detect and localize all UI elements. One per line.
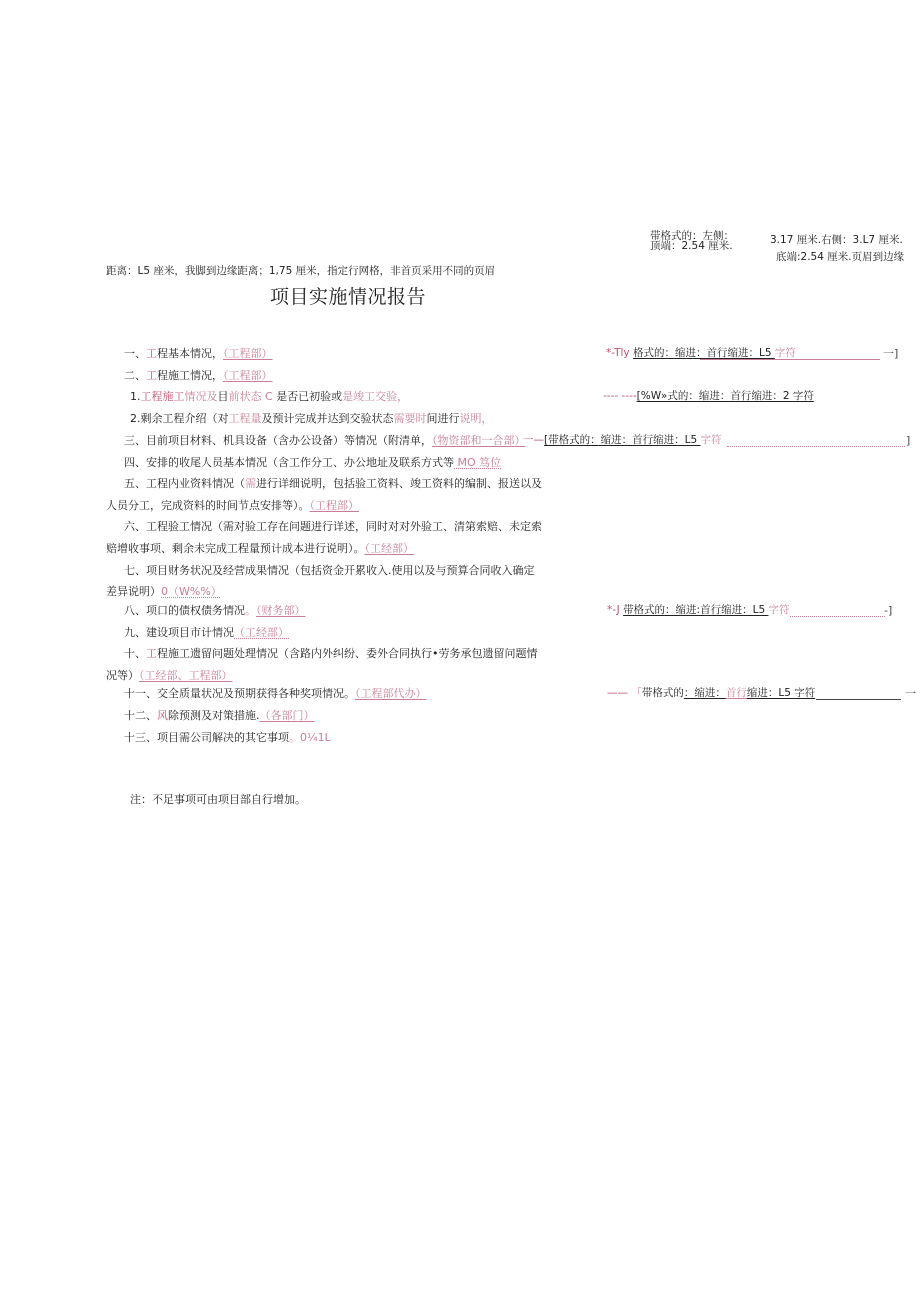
dept-tag: （工经部） bbox=[364, 542, 414, 555]
item-2-sub-1 bbox=[130, 391, 408, 402]
comment-connector-line bbox=[790, 616, 885, 617]
item-text: 十一、交全质量状况及预期获得各种奖项情况。 bbox=[124, 687, 355, 700]
item-red-char: 工 bbox=[146, 647, 157, 660]
revision-text: 说明， bbox=[459, 412, 493, 425]
comment-connector-line bbox=[727, 446, 905, 447]
revision-text: 需要时 bbox=[393, 412, 427, 425]
comment-red-text: 字符 bbox=[700, 434, 722, 446]
footnote: 注：不足事项可由项目部自行增加。 bbox=[130, 793, 306, 806]
item-text: 八、项口的债权债务情况 bbox=[124, 604, 245, 617]
item-6-line-2 bbox=[106, 543, 414, 554]
item-text: 进行详细说明，包括验工资料、竣工资料的编制、报送以及 bbox=[256, 477, 542, 490]
revision-text: 是竣工交验， bbox=[342, 390, 409, 403]
comment-red-text: 首行 bbox=[725, 687, 747, 699]
item-red-char: 工 bbox=[146, 347, 157, 360]
item-text: 三、目前项目材料、机具设备（含办公设备）等情况（附清单， bbox=[124, 434, 432, 447]
item-text: 五、工程内业资料情况（ bbox=[124, 477, 245, 490]
item-4 bbox=[124, 457, 501, 468]
item-prefix: 二、 bbox=[124, 369, 146, 382]
page-title: 项目实施情况报告 bbox=[270, 286, 427, 308]
item-text: 2.剩余工程介绍（对 bbox=[130, 412, 229, 425]
item-9 bbox=[124, 627, 289, 638]
dept-tag: （各部门） bbox=[259, 709, 315, 722]
item-7-line-1: 七、项目财务状况及经营成果情况（包括资金开累收入.使用以及与预算合同收入确定 bbox=[124, 564, 535, 577]
item-5-line-2 bbox=[106, 500, 359, 511]
item-text: 程基本情况， bbox=[157, 347, 223, 360]
comment-label: 带格式的 bbox=[641, 687, 684, 699]
comment-leader: —— 「 bbox=[607, 687, 642, 699]
dept-tag: （工程部代办） bbox=[355, 687, 427, 700]
revision-text: 需 bbox=[245, 477, 256, 490]
format-comment-3[interactable] bbox=[523, 435, 721, 446]
item-8 bbox=[124, 605, 306, 616]
item-6-line-1: 六、工程验工情况（需对验工存在问题进行详述，同时对对外验工、清第索赔、未定索 bbox=[124, 520, 542, 533]
item-12 bbox=[124, 710, 315, 721]
comment-label: [%W»式的：缩进：首行缩进：2 字符 bbox=[636, 390, 814, 402]
dept-tag: （工经部、工程部） bbox=[139, 669, 233, 682]
item-2 bbox=[124, 370, 273, 381]
item-text: 人员分工，完成资料的时间节点安排等）。 bbox=[106, 499, 310, 512]
format-note-right-line1: 3.17 厘米.右侧：3.L7 厘米. bbox=[770, 234, 903, 246]
dept-tag: （财务部） bbox=[256, 604, 306, 617]
dept-tag: 0（W%%） bbox=[161, 585, 222, 598]
item-text: 及预计完成并达到交验状态 bbox=[261, 412, 394, 425]
comment-bracket: 一] bbox=[883, 347, 899, 360]
format-note-right-line2: 底端:2.54 厘米.页眉到边缘 bbox=[776, 251, 905, 263]
dept-tag: （工程部） bbox=[223, 369, 273, 382]
item-text: 除预测及对策措施. bbox=[168, 709, 260, 722]
item-5-line-1 bbox=[124, 478, 542, 489]
dept-tag: （物资部和一合部） bbox=[432, 434, 526, 447]
item-7-line-2 bbox=[106, 586, 222, 597]
comment-bracket: 一 bbox=[905, 687, 916, 700]
format-comment-5[interactable] bbox=[607, 688, 815, 699]
comment-label: 缩进：L5 字符 bbox=[746, 687, 816, 699]
item-text: 四、安排的收尾人员基本情况（含工作分工、办公地址及联系方式等 bbox=[124, 456, 454, 469]
revision-text: 。 bbox=[245, 604, 256, 617]
item-3 bbox=[124, 435, 526, 446]
item-text: 十三、项目需公司解决的其它事项 bbox=[124, 731, 289, 744]
comment-leader: *-Tly bbox=[606, 347, 633, 359]
comment-label: ：缩进： bbox=[683, 687, 726, 699]
item-text: 九、建设项目市计情况 bbox=[124, 626, 234, 639]
comment-label: [带格式的：缩进：首行缩进：L5 bbox=[544, 434, 701, 446]
comment-connector-line bbox=[816, 699, 901, 700]
dept-tag: 。0¼1L bbox=[289, 731, 331, 744]
comment-leader: *-J bbox=[607, 604, 624, 616]
item-red-char: 风 bbox=[157, 709, 168, 722]
comment-connector-line bbox=[700, 359, 880, 360]
comment-label: 带格式的：缩进:首行缩进：L5 bbox=[623, 604, 769, 616]
dept-tag: （工经部） bbox=[234, 626, 289, 639]
item-11 bbox=[124, 688, 427, 699]
item-text: 赔增收事项、剩余未完成工程量预计成本进行说明）。 bbox=[106, 542, 365, 555]
item-text: 间进行 bbox=[426, 412, 460, 425]
dept-tag: MO 笃位 bbox=[454, 456, 502, 469]
item-text: 程施工情况， bbox=[157, 369, 223, 382]
sub-number: 1. bbox=[130, 390, 141, 403]
comment-leader: ---- ---- bbox=[603, 390, 637, 402]
item-13 bbox=[124, 732, 331, 743]
item-text: 程施工遗留问题处理情况（含路内外纠纷、委外合同执行•劳务承包遗留问题情 bbox=[157, 647, 538, 660]
item-10-line-2 bbox=[106, 670, 233, 681]
comment-leader: 一— bbox=[523, 434, 544, 446]
dept-tag: （工程部） bbox=[223, 347, 273, 360]
item-2-sub-2 bbox=[130, 413, 493, 424]
item-red-char: 工 bbox=[146, 369, 157, 382]
comment-label: 格式的：缩进：首行缩进：L5 bbox=[632, 347, 775, 359]
dept-tag: （工程部） bbox=[309, 499, 359, 512]
comment-red-text: 字符 bbox=[774, 347, 796, 359]
revision-text: 工程量 bbox=[228, 412, 262, 425]
comment-bracket: ] bbox=[906, 434, 911, 447]
item-1 bbox=[124, 348, 273, 359]
revision-text: 前状态 C bbox=[228, 390, 277, 403]
item-text: 是否已初验或 bbox=[276, 390, 343, 403]
item-text: 差异说明） bbox=[106, 585, 161, 598]
revision-text: 工程施工 bbox=[140, 390, 185, 403]
format-note-line3: 距离：L5 座米，我脚到边缘距离；1,75 厘米，指定行网格，非首页采用不同的页眉 bbox=[106, 265, 496, 277]
item-prefix: 十、 bbox=[124, 647, 146, 660]
item-text: 目 bbox=[217, 390, 229, 403]
revision-text: 情况及 bbox=[184, 390, 218, 403]
comment-bracket: -] bbox=[884, 604, 893, 617]
format-comment-1[interactable] bbox=[606, 348, 796, 359]
format-note-left-line1: 带格式的：左侧： bbox=[650, 230, 734, 242]
item-prefix: 一、 bbox=[124, 347, 146, 360]
item-prefix: 十二、 bbox=[124, 709, 157, 722]
comment-red-text: 字符 bbox=[768, 604, 790, 616]
item-10-line-1 bbox=[124, 648, 538, 659]
format-comment-2[interactable] bbox=[603, 391, 814, 402]
format-comment-4[interactable] bbox=[607, 605, 789, 616]
item-text: 况等） bbox=[106, 669, 139, 682]
format-note-left-line2: 顶端：2.54 厘米. bbox=[650, 240, 733, 252]
